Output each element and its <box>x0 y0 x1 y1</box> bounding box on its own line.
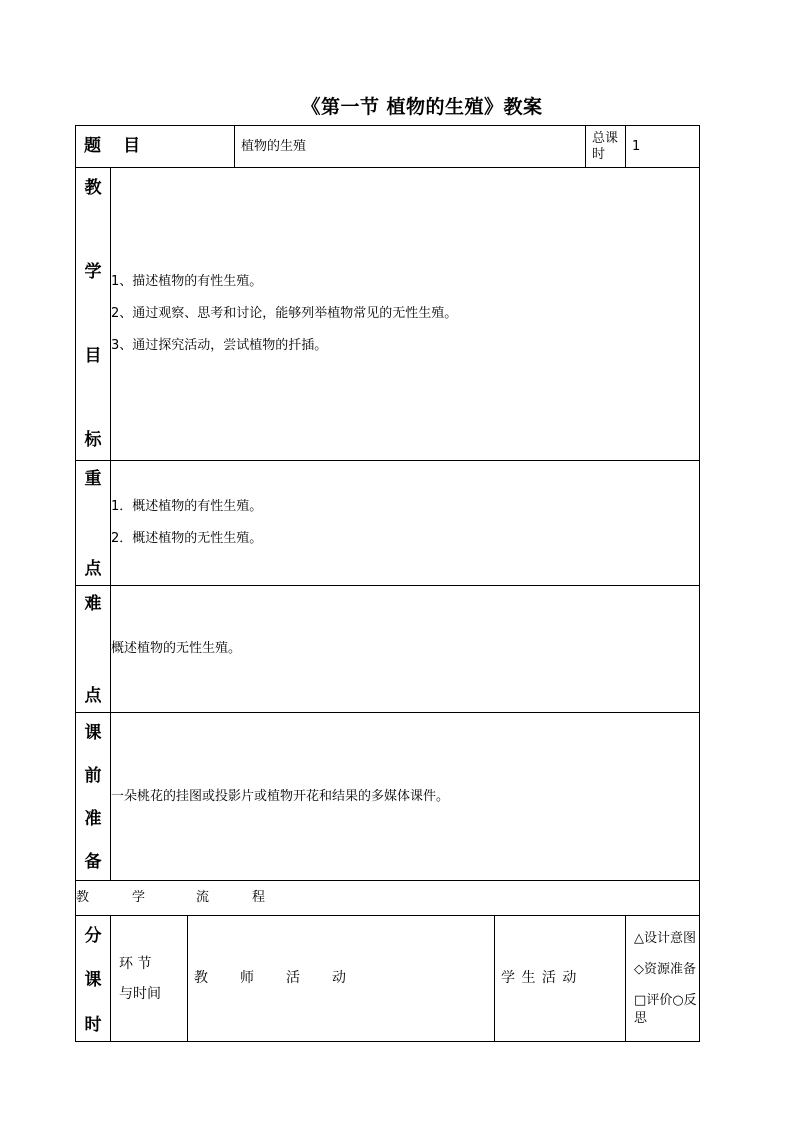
total-hours-value: 1 <box>626 126 700 168</box>
preparation-row <box>76 713 700 881</box>
legend-evaluation: □评价○反思 <box>634 992 697 1026</box>
difficult-points-content <box>111 586 700 713</box>
teacher-label-char: 教 <box>194 970 208 987</box>
teaching-flow-row <box>76 881 700 916</box>
preparation-label-char: 准 <box>84 808 102 829</box>
key-points-label-char: 重 <box>84 469 102 489</box>
period-label-char: 课 <box>84 970 102 991</box>
key-points-content <box>111 461 700 586</box>
key-point-item: 1．概述植物的有性生殖。 <box>111 499 263 514</box>
difficult-points-row <box>76 586 700 713</box>
preparation-label-char: 课 <box>84 723 102 743</box>
preparation-label <box>76 713 111 881</box>
total-hours-label: 总课时 <box>586 126 626 168</box>
flow-char: 教 <box>76 890 90 906</box>
page-title: 《第一节 植物的生殖》教案 <box>301 96 543 118</box>
difficult-points-label-char: 难 <box>84 594 102 614</box>
topic-label-char-2: 目 <box>123 136 141 157</box>
objective-item: 1、描述植物的有性生殖。 <box>111 274 263 289</box>
objectives-label-char: 标 <box>84 429 102 450</box>
period-label-char: 时 <box>84 1014 102 1035</box>
preparation-label-char: 备 <box>84 851 102 872</box>
key-point-item: 2．概述植物的无性生殖。 <box>111 531 263 546</box>
period-label-char: 分 <box>84 926 102 946</box>
flow-char: 流 <box>196 890 210 906</box>
teacher-label-char: 师 <box>240 970 254 987</box>
flow-header-row <box>76 916 700 1042</box>
flow-char: 学 <box>132 890 146 906</box>
key-points-label-char: 点 <box>84 558 102 579</box>
period-label <box>76 916 111 1042</box>
preparation-text: 一朵桃花的挂图或投影片或植物开花和结果的多媒体课件。 <box>111 788 450 804</box>
topic-label-cell <box>76 126 235 168</box>
objectives-content <box>111 168 700 461</box>
student-activity-header: 学 生 活 动 <box>495 916 626 1042</box>
segment-label-2: 与时间 <box>119 985 161 1002</box>
preparation-content <box>111 713 700 881</box>
segment-label-1: 环 节 <box>119 955 152 972</box>
topic-label-char-1: 题 <box>84 136 101 157</box>
lesson-plan-table <box>75 125 700 1042</box>
teaching-flow-cell <box>76 881 700 916</box>
legend-cell <box>626 916 700 1042</box>
objective-item: 3、通过探究活动，尝试植物的扦插。 <box>111 338 328 353</box>
key-points-label <box>76 461 111 586</box>
flow-char: 程 <box>252 890 266 906</box>
teacher-activity-header <box>188 916 495 1042</box>
objective-item: 2、通过观察、思考和讨论，能够列举植物常见的无性生殖。 <box>111 306 458 321</box>
preparation-label-char: 前 <box>84 765 102 786</box>
topic-value: 植物的生殖 <box>235 126 586 168</box>
segment-time-header <box>111 916 188 1042</box>
objectives-label <box>76 168 111 461</box>
objectives-label-char: 学 <box>84 261 102 282</box>
teacher-label-char: 活 <box>286 970 300 987</box>
topic-row <box>76 126 700 168</box>
difficult-points-label <box>76 586 111 713</box>
teacher-label-char: 动 <box>332 970 346 987</box>
difficult-point-text: 概述植物的无性生殖。 <box>111 641 242 656</box>
legend-design-intent: △设计意图 <box>634 930 697 946</box>
objectives-label-char: 教 <box>84 178 102 198</box>
difficult-points-label-char: 点 <box>84 685 102 706</box>
legend-resource-prep: ◇资源准备 <box>634 961 697 977</box>
objectives-label-char: 目 <box>84 345 102 366</box>
key-points-row <box>76 461 700 586</box>
objectives-row <box>76 168 700 461</box>
